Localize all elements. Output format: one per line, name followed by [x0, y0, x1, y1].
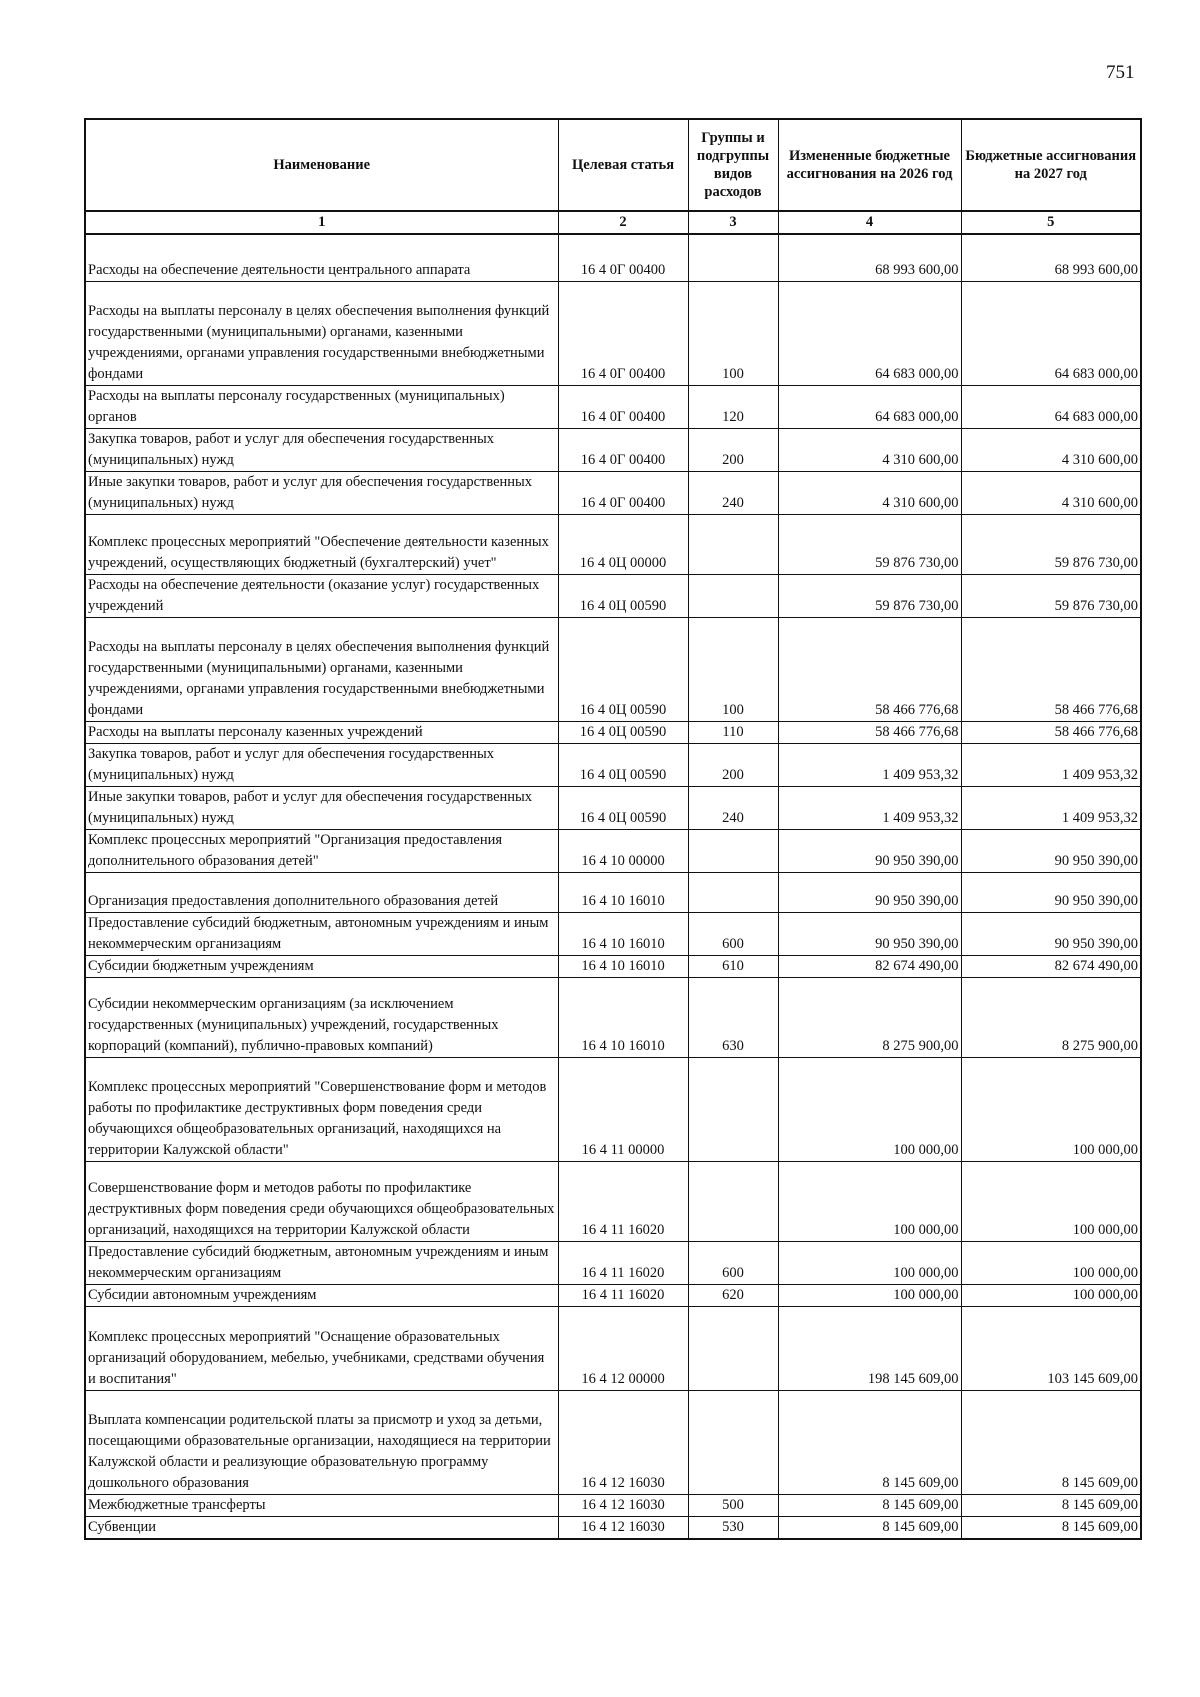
row-name: Предоставление субсидий бюджетным, автономным учреждениям и иным некоммерческим организациям	[85, 1241, 558, 1284]
row-name: Субсидии некоммерческим организациям (за исключением государственных (муниципальных) учреждений, государственных корпораций (компаний), публично-правовых компаний)	[85, 977, 558, 1057]
table-row	[85, 234, 1141, 281]
row-expense-group: 600	[688, 912, 778, 955]
row-amount-2027: 100 000,00	[961, 1241, 1141, 1284]
row-expense-group	[688, 829, 778, 872]
row-target-code: 16 4 12 16030	[558, 1516, 688, 1539]
row-expense-group: 530	[688, 1516, 778, 1539]
table-row	[85, 1284, 1141, 1306]
table-row	[85, 385, 1141, 428]
row-expense-group: 110	[688, 721, 778, 743]
row-amount-2027: 82 674 490,00	[961, 955, 1141, 977]
table-row	[85, 617, 1141, 721]
row-amount-2026: 59 876 730,00	[778, 514, 961, 574]
table-row	[85, 428, 1141, 471]
row-expense-group	[688, 574, 778, 617]
row-target-code: 16 4 10 16010	[558, 977, 688, 1057]
row-name: Совершенствование форм и методов работы по профилактике деструктивных форм поведения среди обучающихся общеобразовательных организаций, находящихся на территории Калужской области	[85, 1161, 558, 1241]
row-amount-2026: 59 876 730,00	[778, 574, 961, 617]
row-expense-group	[688, 872, 778, 912]
row-target-code: 16 4 0Г 00400	[558, 471, 688, 514]
table-row	[85, 281, 1141, 385]
row-amount-2026: 64 683 000,00	[778, 281, 961, 385]
row-amount-2027: 8 275 900,00	[961, 977, 1141, 1057]
row-name: Иные закупки товаров, работ и услуг для обеспечения государственных (муниципальных) нужд	[85, 471, 558, 514]
row-amount-2027: 8 145 609,00	[961, 1516, 1141, 1539]
column-number: 4	[778, 211, 961, 234]
row-expense-group: 200	[688, 743, 778, 786]
page-number: 751	[1106, 62, 1135, 83]
row-expense-group	[688, 1306, 778, 1390]
row-target-code: 16 4 0Ц 00590	[558, 743, 688, 786]
column-number: 2	[558, 211, 688, 234]
row-name: Субсидии автономным учреждениям	[85, 1284, 558, 1306]
row-amount-2026: 90 950 390,00	[778, 912, 961, 955]
row-amount-2026: 58 466 776,68	[778, 617, 961, 721]
row-target-code: 16 4 0Ц 00590	[558, 617, 688, 721]
row-target-code: 16 4 11 16020	[558, 1161, 688, 1241]
table-row	[85, 721, 1141, 743]
row-amount-2027: 90 950 390,00	[961, 829, 1141, 872]
row-amount-2027: 100 000,00	[961, 1161, 1141, 1241]
row-amount-2026: 4 310 600,00	[778, 471, 961, 514]
row-amount-2027: 1 409 953,32	[961, 743, 1141, 786]
row-expense-group	[688, 1390, 778, 1494]
row-expense-group	[688, 234, 778, 281]
row-name: Комплекс процессных мероприятий "Совершенствование форм и методов работы по профилактике деструктивных форм поведения среди обучающихся общеобразовательных организаций, находящихся на территории Калужской области"	[85, 1057, 558, 1161]
row-name: Расходы на выплаты персоналу в целях обеспечения выполнения функций государственными (муниципальными) органами, казенными учреждениями, органами управления государственными внебюджетными фондами	[85, 281, 558, 385]
row-name: Организация предоставления дополнительного образования детей	[85, 872, 558, 912]
row-amount-2027: 59 876 730,00	[961, 574, 1141, 617]
row-target-code: 16 4 10 16010	[558, 872, 688, 912]
row-name: Закупка товаров, работ и услуг для обеспечения государственных (муниципальных) нужд	[85, 743, 558, 786]
table-row	[85, 514, 1141, 574]
table-row	[85, 1161, 1141, 1241]
table-row	[85, 955, 1141, 977]
column-number: 1	[85, 211, 558, 234]
table-row	[85, 1516, 1141, 1539]
table-row	[85, 786, 1141, 829]
row-expense-group: 240	[688, 471, 778, 514]
header-name: Наименование	[85, 119, 558, 211]
row-amount-2026: 64 683 000,00	[778, 385, 961, 428]
header-budget-2027: Бюджетные ассигнования на 2027 год	[961, 119, 1141, 211]
table-row	[85, 574, 1141, 617]
row-amount-2026: 8 145 609,00	[778, 1390, 961, 1494]
row-amount-2026: 8 275 900,00	[778, 977, 961, 1057]
table-row	[85, 872, 1141, 912]
row-amount-2027: 68 993 600,00	[961, 234, 1141, 281]
row-amount-2026: 90 950 390,00	[778, 872, 961, 912]
row-target-code: 16 4 11 00000	[558, 1057, 688, 1161]
row-expense-group: 610	[688, 955, 778, 977]
row-name: Расходы на обеспечение деятельности (оказание услуг) государственных учреждений	[85, 574, 558, 617]
row-name: Комплекс процессных мероприятий "Обеспечение деятельности казенных учреждений, осуществляющих бюджетный (бухгалтерский) учет"	[85, 514, 558, 574]
row-expense-group: 100	[688, 617, 778, 721]
row-target-code: 16 4 11 16020	[558, 1284, 688, 1306]
row-amount-2027: 100 000,00	[961, 1284, 1141, 1306]
row-amount-2026: 100 000,00	[778, 1161, 961, 1241]
row-amount-2026: 100 000,00	[778, 1284, 961, 1306]
row-amount-2026: 90 950 390,00	[778, 829, 961, 872]
row-expense-group: 500	[688, 1494, 778, 1516]
row-amount-2026: 8 145 609,00	[778, 1494, 961, 1516]
column-number: 3	[688, 211, 778, 234]
row-expense-group	[688, 1161, 778, 1241]
row-target-code: 16 4 11 16020	[558, 1241, 688, 1284]
row-amount-2026: 1 409 953,32	[778, 786, 961, 829]
row-name: Расходы на выплаты персоналу государственных (муниципальных) органов	[85, 385, 558, 428]
table-row	[85, 743, 1141, 786]
row-amount-2027: 58 466 776,68	[961, 721, 1141, 743]
row-amount-2027: 64 683 000,00	[961, 281, 1141, 385]
row-amount-2026: 198 145 609,00	[778, 1306, 961, 1390]
row-amount-2027: 8 145 609,00	[961, 1494, 1141, 1516]
row-target-code: 16 4 0Г 00400	[558, 428, 688, 471]
row-expense-group: 100	[688, 281, 778, 385]
row-target-code: 16 4 0Г 00400	[558, 385, 688, 428]
row-name: Комплекс процессных мероприятий "Оснащение образовательных организаций оборудованием, мебелью, учебниками, средствами обучения и воспитания"	[85, 1306, 558, 1390]
row-name: Субвенции	[85, 1516, 558, 1539]
row-expense-group: 600	[688, 1241, 778, 1284]
row-target-code: 16 4 12 16030	[558, 1390, 688, 1494]
row-target-code: 16 4 10 16010	[558, 912, 688, 955]
row-name: Выплата компенсации родительской платы за присмотр и уход за детьми, посещающими образовательные организации, находящиеся на территории Калужской области и реализующие образовательную программу дошкольного образования	[85, 1390, 558, 1494]
row-amount-2027: 64 683 000,00	[961, 385, 1141, 428]
table-row	[85, 1494, 1141, 1516]
row-expense-group: 620	[688, 1284, 778, 1306]
row-expense-group	[688, 514, 778, 574]
table-row	[85, 829, 1141, 872]
row-target-code: 16 4 10 16010	[558, 955, 688, 977]
row-target-code: 16 4 0Ц 00590	[558, 574, 688, 617]
row-amount-2026: 1 409 953,32	[778, 743, 961, 786]
table-row	[85, 471, 1141, 514]
row-amount-2027: 58 466 776,68	[961, 617, 1141, 721]
row-expense-group: 120	[688, 385, 778, 428]
row-target-code: 16 4 0Г 00400	[558, 234, 688, 281]
row-target-code: 16 4 10 00000	[558, 829, 688, 872]
row-expense-group: 240	[688, 786, 778, 829]
row-name: Расходы на обеспечение деятельности центрального аппарата	[85, 234, 558, 281]
row-amount-2027: 90 950 390,00	[961, 912, 1141, 955]
table-row	[85, 1241, 1141, 1284]
row-expense-group: 200	[688, 428, 778, 471]
row-target-code: 16 4 0Ц 00590	[558, 786, 688, 829]
row-target-code: 16 4 12 00000	[558, 1306, 688, 1390]
row-amount-2027: 8 145 609,00	[961, 1390, 1141, 1494]
row-amount-2026: 100 000,00	[778, 1057, 961, 1161]
row-amount-2027: 100 000,00	[961, 1057, 1141, 1161]
row-target-code: 16 4 0Г 00400	[558, 281, 688, 385]
row-amount-2026: 4 310 600,00	[778, 428, 961, 471]
row-name: Расходы на выплаты персоналу в целях обеспечения выполнения функций государственными (муниципальными) органами, казенными учреждениями, органами управления государственными внебюджетными фондами	[85, 617, 558, 721]
row-amount-2027: 1 409 953,32	[961, 786, 1141, 829]
row-name: Расходы на выплаты персоналу казенных учреждений	[85, 721, 558, 743]
row-amount-2026: 8 145 609,00	[778, 1516, 961, 1539]
row-name: Межбюджетные трансферты	[85, 1494, 558, 1516]
row-name: Субсидии бюджетным учреждениям	[85, 955, 558, 977]
row-expense-group	[688, 1057, 778, 1161]
table-row	[85, 1390, 1141, 1494]
row-amount-2027: 90 950 390,00	[961, 872, 1141, 912]
row-name: Предоставление субсидий бюджетным, автономным учреждениям и иным некоммерческим организациям	[85, 912, 558, 955]
row-amount-2027: 4 310 600,00	[961, 471, 1141, 514]
header-group: Группы и подгруппы видов расходов	[688, 119, 778, 211]
row-expense-group: 630	[688, 977, 778, 1057]
row-name: Комплекс процессных мероприятий "Организация предоставления дополнительного образования детей"	[85, 829, 558, 872]
budget-table	[84, 118, 1142, 1540]
row-amount-2027: 103 145 609,00	[961, 1306, 1141, 1390]
column-number: 5	[961, 211, 1141, 234]
table-row	[85, 912, 1141, 955]
row-amount-2026: 82 674 490,00	[778, 955, 961, 977]
table-row	[85, 1306, 1141, 1390]
row-amount-2026: 58 466 776,68	[778, 721, 961, 743]
row-target-code: 16 4 0Ц 00590	[558, 721, 688, 743]
row-target-code: 16 4 0Ц 00000	[558, 514, 688, 574]
table-row	[85, 977, 1141, 1057]
header-changed-2026: Измененные бюджетные ассигнования на 2026 год	[778, 119, 961, 211]
row-amount-2026: 68 993 600,00	[778, 234, 961, 281]
row-amount-2026: 100 000,00	[778, 1241, 961, 1284]
row-amount-2027: 59 876 730,00	[961, 514, 1141, 574]
table-row	[85, 1057, 1141, 1161]
header-target: Целевая статья	[558, 119, 688, 211]
row-name: Закупка товаров, работ и услуг для обеспечения государственных (муниципальных) нужд	[85, 428, 558, 471]
row-target-code: 16 4 12 16030	[558, 1494, 688, 1516]
row-name: Иные закупки товаров, работ и услуг для обеспечения государственных (муниципальных) нужд	[85, 786, 558, 829]
row-amount-2027: 4 310 600,00	[961, 428, 1141, 471]
